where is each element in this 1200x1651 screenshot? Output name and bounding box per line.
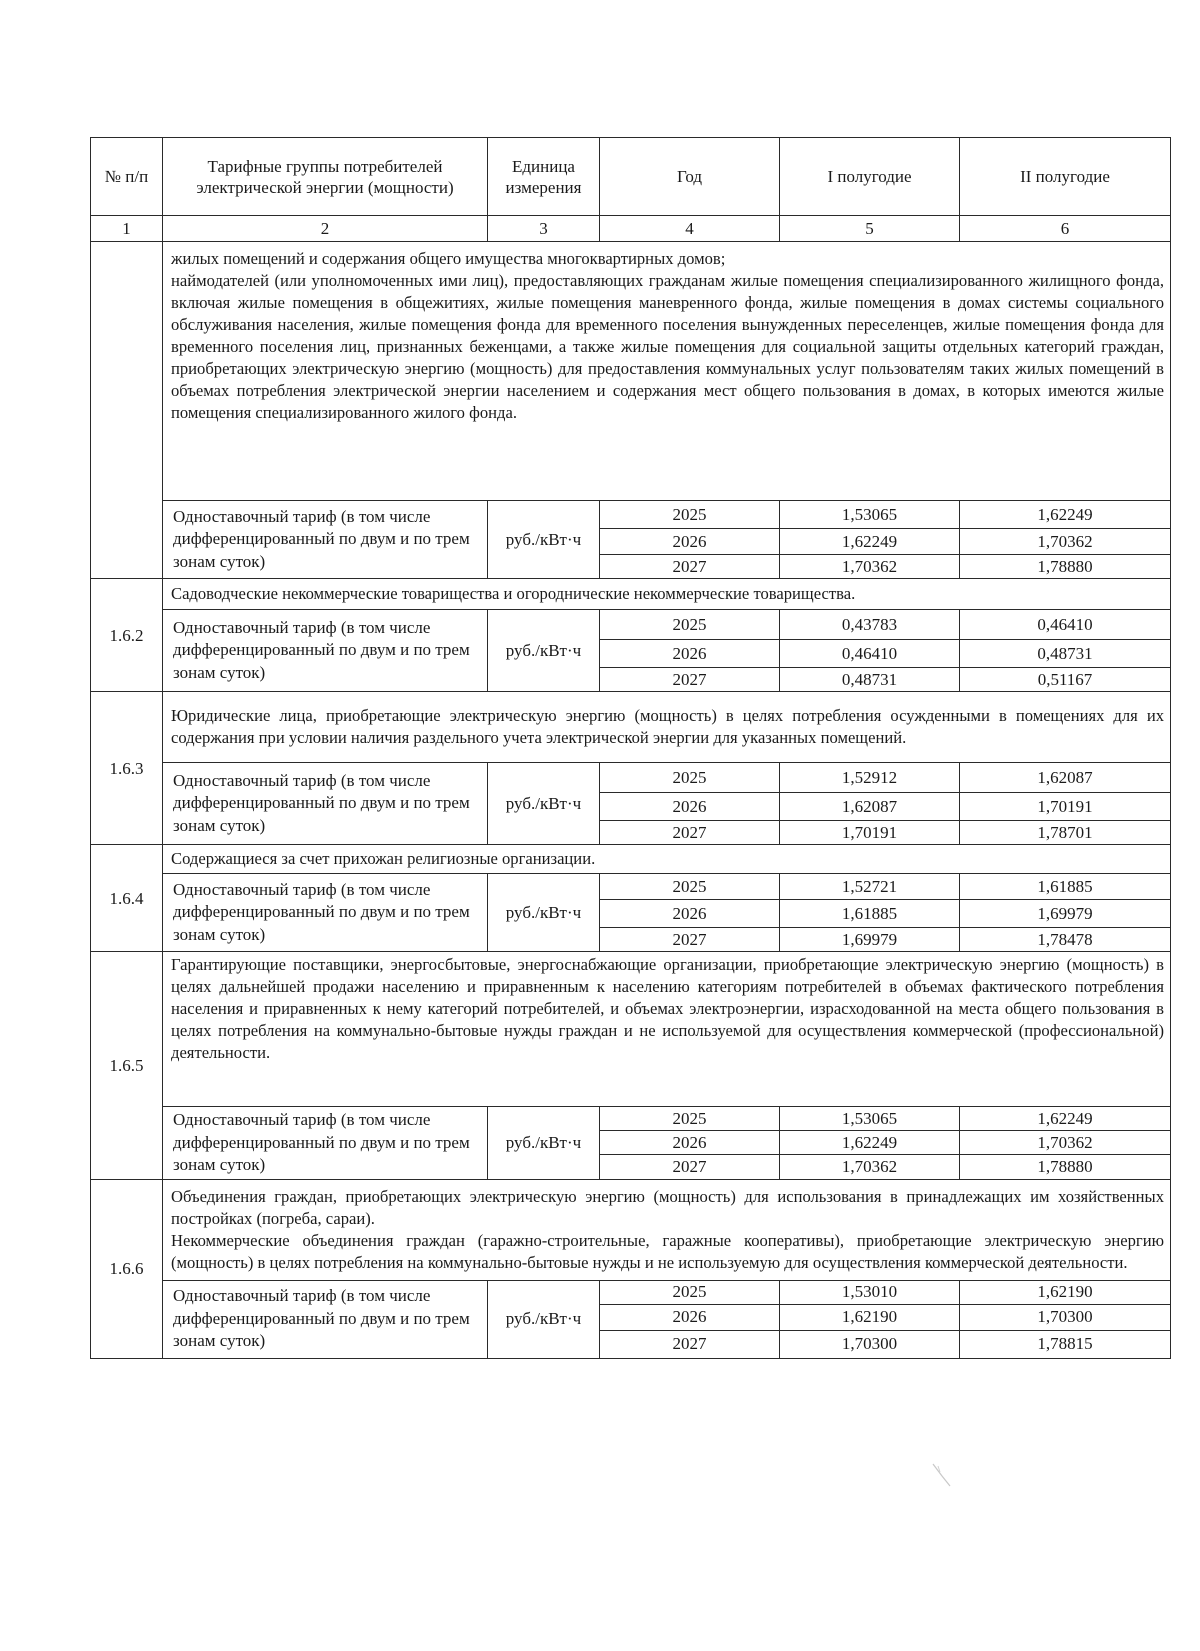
- second-half-value: 1,61885: [960, 874, 1171, 900]
- second-half-value: 1,70362: [960, 1131, 1171, 1155]
- first-half-value: 1,70300: [780, 1330, 960, 1358]
- year-cell: 2026: [600, 529, 780, 555]
- first-half-value: 1,70191: [780, 821, 960, 845]
- numbering-row: [91, 216, 1171, 242]
- unit-label: руб./кВт·ч: [488, 1280, 600, 1358]
- year-cell: 2027: [600, 821, 780, 845]
- section-description: [163, 242, 1171, 501]
- second-half-value: 1,78478: [960, 928, 1171, 952]
- year-cell: 2026: [600, 793, 780, 821]
- second-half-value: 1,62249: [960, 1107, 1171, 1131]
- year-cell: 2026: [600, 1304, 780, 1330]
- first-half-value: 1,53010: [780, 1280, 960, 1304]
- section-paragraph: Содержащиеся за счет прихожан религиозные организации.: [171, 849, 596, 868]
- second-half-value: 1,62087: [960, 763, 1171, 793]
- section-paragraph: Садоводческие некоммерческие товарищества и огороднические некоммерческие товарищества.: [171, 584, 856, 603]
- column-index: 3: [488, 216, 600, 242]
- section-paragraph: Некоммерческие объединения граждан (гаражно-строительные, гаражные кооперативы), приобретающие электрическую энергию (мощность) в целях потребления на коммунально-бытовые нужды и не используемую для осуществления коммерческой деятельности.: [171, 1230, 1164, 1272]
- section-description: [163, 952, 1171, 1107]
- section-code: [91, 242, 163, 579]
- section-description-row: [91, 1179, 1171, 1280]
- tariff-label: Одноставочный тариф (в том числе дифференцированный по двум и по трем зонам суток): [163, 1107, 488, 1180]
- second-half-value: 1,78815: [960, 1330, 1171, 1358]
- tariff-year-row: [91, 763, 1171, 793]
- year-cell: 2025: [600, 874, 780, 900]
- tariff-year-row: [91, 501, 1171, 529]
- first-half-value: 1,52721: [780, 874, 960, 900]
- section-paragraph: жилых помещений и содержания общего имущества многоквартирных домов;: [171, 249, 726, 268]
- year-cell: 2026: [600, 1131, 780, 1155]
- tariff-year-row: [91, 874, 1171, 900]
- section-code: 1.6.2: [91, 579, 163, 692]
- year-cell: 2027: [600, 928, 780, 952]
- year-cell: 2025: [600, 1107, 780, 1131]
- first-half-value: 1,69979: [780, 928, 960, 952]
- section-paragraph: Объединения граждан, приобретающих электрическую энергию (мощность) для использования в принадлежащих им хозяйственных постройках (погреба, сараи).: [171, 1186, 1164, 1228]
- first-half-value: 0,46410: [780, 640, 960, 668]
- second-half-value: 0,46410: [960, 610, 1171, 640]
- second-half-value: 1,70300: [960, 1304, 1171, 1330]
- section-code: 1.6.6: [91, 1179, 163, 1358]
- tariff-year-row: [91, 610, 1171, 640]
- second-half-value: 0,51167: [960, 668, 1171, 692]
- unit-label: руб./кВт·ч: [488, 874, 600, 952]
- year-cell: 2027: [600, 1155, 780, 1179]
- section-description-row: [91, 579, 1171, 610]
- first-half-value: 1,52912: [780, 763, 960, 793]
- year-cell: 2025: [600, 763, 780, 793]
- tariff-year-row: [91, 1280, 1171, 1304]
- header-year: Год: [600, 138, 780, 216]
- section-code: 1.6.5: [91, 952, 163, 1180]
- section-description-row: [91, 242, 1171, 501]
- year-cell: 2025: [600, 1280, 780, 1304]
- tariff-page: [90, 137, 1170, 1359]
- section-description-row: [91, 692, 1171, 763]
- header-unit: Единица измерения: [488, 138, 600, 216]
- unit-label: руб./кВт·ч: [488, 763, 600, 845]
- first-half-value: 0,48731: [780, 668, 960, 692]
- year-cell: 2027: [600, 1330, 780, 1358]
- column-index: 4: [600, 216, 780, 242]
- header-half2: II полугодие: [960, 138, 1171, 216]
- scan-artifact-mark: [930, 1462, 954, 1488]
- second-half-value: 1,78880: [960, 1155, 1171, 1179]
- second-half-value: 1,62249: [960, 501, 1171, 529]
- second-half-value: 1,78880: [960, 555, 1171, 579]
- header-row: [91, 138, 1171, 216]
- tariff-label: Одноставочный тариф (в том числе дифференцированный по двум и по трем зонам суток): [163, 763, 488, 845]
- year-cell: 2026: [600, 900, 780, 928]
- section-description: [163, 1179, 1171, 1280]
- section-paragraph: Юридические лица, приобретающие электрическую энергию (мощность) в целях потребления осужденными в помещениях для их содержания при условии наличия раздельного учета электрической энергии для указанных помещений.: [171, 706, 1164, 747]
- first-half-value: 0,43783: [780, 610, 960, 640]
- column-index: 5: [780, 216, 960, 242]
- second-half-value: 1,78701: [960, 821, 1171, 845]
- year-cell: 2027: [600, 555, 780, 579]
- tariff-label: Одноставочный тариф (в том числе дифференцированный по двум и по трем зонам суток): [163, 1280, 488, 1358]
- column-index: 1: [91, 216, 163, 242]
- header-half1: I полугодие: [780, 138, 960, 216]
- column-index: 6: [960, 216, 1171, 242]
- section-code: 1.6.3: [91, 692, 163, 845]
- first-half-value: 1,70362: [780, 555, 960, 579]
- year-cell: 2025: [600, 610, 780, 640]
- first-half-value: 1,62190: [780, 1304, 960, 1330]
- section-paragraph: Гарантирующие поставщики, энергосбытовые, энергоснабжающие организации, приобретающие электрическую энергию (мощность) в целях дальнейшей продажи населению и приравненным к населению категориям потребителей в объемах фактического потребления населения и приравненных к нему категорий потребителей, и объемах электроэнергии, израсходованной на места общего пользования в целях потребления на коммунально-бытовые нужды граждан и не используемой для осуществления коммерческой (профессиональной) деятельности.: [171, 955, 1164, 1062]
- year-cell: 2025: [600, 501, 780, 529]
- section-description-row: [91, 845, 1171, 874]
- column-index: 2: [163, 216, 488, 242]
- section-description: [163, 692, 1171, 763]
- first-half-value: 1,53065: [780, 501, 960, 529]
- section-paragraph: наймодателей (или уполномоченных ими лиц), предоставляющих гражданам жилые помещения специализированного жилищного фонда, включая жилые помещения в общежитиях, жилые помещения маневренного фонда, жилые помещения в домах системы социального обслуживания населения, жилые помещения фонда для временного поселения вынужденных переселенцев, жилые помещения фонда для временного поселения лиц, признанных беженцами, а также жилые помещения для социальной защиты отдельных категорий граждан, приобретающих электрическую энергию (мощность) для предоставления коммунальных услуг пользователям таких жилых помещений в объемах потребления электрической энергии населением и содержания мест общего пользования в домах, в которых имеются жилые помещения специализированного жилого фонда.: [171, 271, 1164, 422]
- first-half-value: 1,53065: [780, 1107, 960, 1131]
- first-half-value: 1,61885: [780, 900, 960, 928]
- tariff-label: Одноставочный тариф (в том числе дифференцированный по двум и по трем зонам суток): [163, 874, 488, 952]
- section-description: [163, 579, 1171, 610]
- first-half-value: 1,62249: [780, 1131, 960, 1155]
- year-cell: 2026: [600, 640, 780, 668]
- first-half-value: 1,70362: [780, 1155, 960, 1179]
- second-half-value: 1,62190: [960, 1280, 1171, 1304]
- second-half-value: 1,70191: [960, 793, 1171, 821]
- second-half-value: 1,69979: [960, 900, 1171, 928]
- section-description-row: [91, 952, 1171, 1107]
- tariff-label: Одноставочный тариф (в том числе дифференцированный по двум и по трем зонам суток): [163, 610, 488, 692]
- unit-label: руб./кВт·ч: [488, 610, 600, 692]
- header-number: № п/п: [91, 138, 163, 216]
- section-description: [163, 845, 1171, 874]
- tariff-year-row: [91, 1107, 1171, 1131]
- second-half-value: 0,48731: [960, 640, 1171, 668]
- unit-label: руб./кВт·ч: [488, 1107, 600, 1180]
- tariff-label: Одноставочный тариф (в том числе дифференцированный по двум и по трем зонам суток): [163, 501, 488, 579]
- section-code: 1.6.4: [91, 845, 163, 952]
- first-half-value: 1,62087: [780, 793, 960, 821]
- unit-label: руб./кВт·ч: [488, 501, 600, 579]
- second-half-value: 1,70362: [960, 529, 1171, 555]
- year-cell: 2027: [600, 668, 780, 692]
- header-tariff-group: Тарифные группы потребителей электрической энергии (мощности): [163, 138, 488, 216]
- tariff-table: [90, 137, 1171, 1359]
- first-half-value: 1,62249: [780, 529, 960, 555]
